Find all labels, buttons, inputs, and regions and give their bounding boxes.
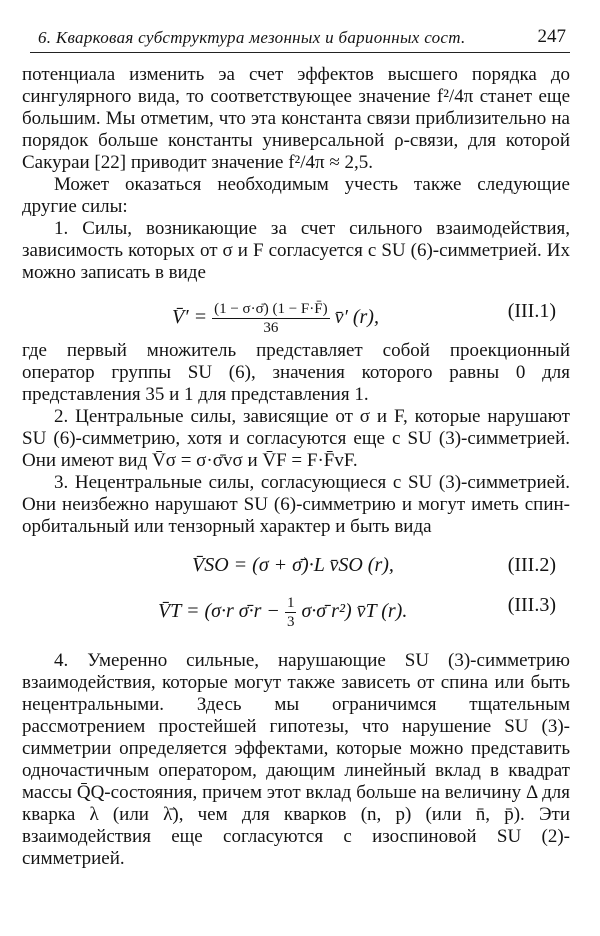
paragraph-7: 4. Умеренно сильные, нарушающие SU (3)-симметрию взаимодействия, которые могут также зависеть от спина или быть нецентральными. Здесь мы ограничимся тщательным рассмотрением простейшей гипотезы, что нарушение SU (3)-симметрии определяется эффектами, которые можно представить одночастичным оператором, дающим линейный вклад в квадрат массы Q̄Q-состояния, причем этот вклад больше на величину Δ для кварка λ (или λ̄), чем для кварков (n, p) (или n̄, p̄). Эти взаимодействия еще согласуются с изоспиновой SU (2)-симметрией.: [22, 650, 570, 869]
spacer: [22, 634, 570, 650]
paragraph-5: 2. Центральные силы, зависящие от σ и F, которые нарушают SU (6)-симметрию, хотя и согласуются еще с SU (3)-симметрией. Они имеют вид V̄σ = σ·σ̄vσ и V̄F = F·F̄vF.: [22, 406, 570, 471]
equation-III-1-number: (III.1): [507, 300, 556, 322]
equation-III-3-formula: [158, 594, 407, 631]
eq1-denominator: 36: [263, 320, 279, 336]
equation-III-3: [22, 588, 570, 630]
paragraph-2: Может оказаться необходимым учесть также следующие другие силы:: [22, 174, 570, 217]
eq1-rhs: v̄′ (r),: [334, 306, 379, 329]
paragraph-3: 1. Силы, возникающие за счет сильного взаимодействия, зависимость которых от σ и F согласуется с SU (6)-симметрией. Их можно записать в виде: [22, 218, 570, 283]
header-title: 6. Кварковая субструктура мезонных и барионных сост.: [38, 28, 466, 47]
eq3-fraction: [285, 594, 297, 631]
paragraph-4: где первый множитель представляет собой проекционный оператор группы SU (6), значения которого равны 0 для представления 35 и 1 для представления 1.: [22, 340, 570, 405]
equation-III-3-number: (III.3): [507, 594, 556, 616]
paragraph-1: потенциала изменить эа счет эффектов высшего порядка до сингулярного вида, то соответствующее значение f²/4π станет еще большим. Мы отметим, что эта константа связи приблизительно на порядок больше константы универсальной ρ-связи, для которой Сакураи [22] приводит значение f²/4π ≈ 2,5.: [22, 64, 570, 173]
equation-III-2: [22, 548, 570, 584]
paragraph-6: 3. Нецентральные силы, согласующиеся с SU (3)-симметрией. Они неизбежно нарушают SU (6)-симметрию и могут иметь спин-орбитальный или тензорный характер и быть вида: [22, 472, 570, 537]
eq3-numerator: 1: [286, 595, 295, 611]
eq1-lhs: V̄′ =: [172, 306, 208, 329]
eq3-denominator: 3: [286, 614, 295, 630]
equation-III-1: [22, 294, 570, 336]
equation-III-1-formula: [172, 300, 379, 337]
equation-III-2-number: (III.2): [507, 554, 556, 576]
running-header: [30, 22, 570, 53]
eq1-fraction: [212, 300, 330, 337]
eq3-rhs: σ·σ̄ r²) v̄T (r).: [301, 600, 408, 623]
eq3-lhs: V̄T = (σ·r σ̄·r −: [158, 600, 280, 623]
equation-III-2-formula: V̄SO = (σ + σ̄)·L v̄SO (r),: [192, 554, 394, 576]
page-body: [22, 64, 570, 870]
eq1-numerator: (1 − σ·σ̄) (1 − F·F̄): [214, 301, 328, 317]
page-number: 247: [537, 26, 566, 47]
